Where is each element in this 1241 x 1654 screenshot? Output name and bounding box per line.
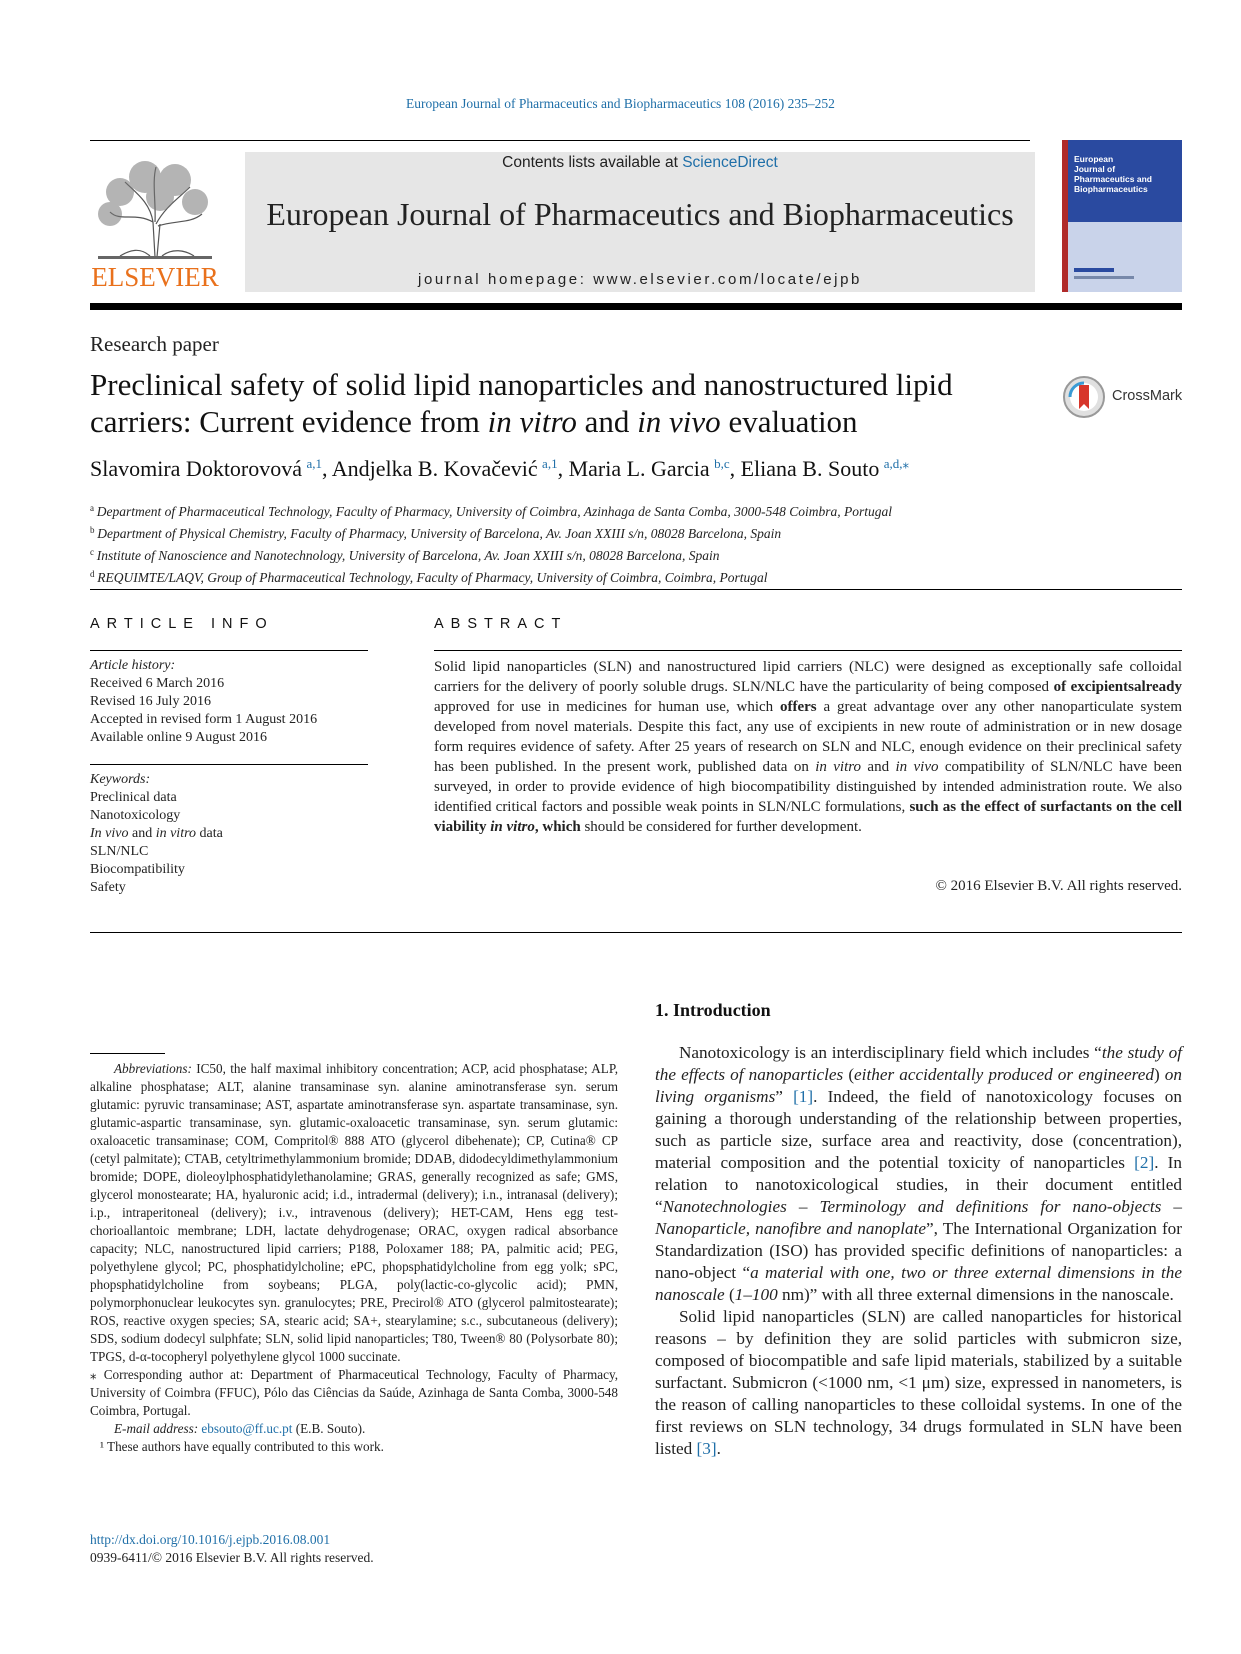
doi-link[interactable]: http://dx.doi.org/10.1016/j.ejpb.2016.08.001	[90, 1532, 331, 1547]
equal-contribution-footnote: ¹ These authors have equally contributed to this work.	[100, 1439, 384, 1454]
paper-type: Research paper	[90, 332, 219, 356]
author-affiliation-marker[interactable]: b,c	[714, 456, 730, 471]
keyword-item: Nanotoxicology	[90, 808, 181, 823]
crossmark-icon	[1062, 375, 1106, 419]
author-name[interactable]: Slavomira Doktorovová	[90, 456, 303, 481]
corresponding-author-footnote: ⁎ Corresponding author at: Department of Pharmaceutical Technology, Faculty of Pharmacy, University of Coimbra (FFUC), Pólo das Ciências da Saúde, Azinhaga de Santa Comba, 3000-548 Coimbra, Portugal.	[90, 1367, 618, 1418]
contents-line	[245, 154, 1035, 172]
introduction-heading: 1. Introduction	[655, 1000, 771, 1020]
paragraph: Nanotoxicology is an interdisciplinary field which includes “the study of the effects of nanoparticles (either accidentally produced or engineered) on living organisms” [1]. Indeed, the field of nanotoxicology focuses on gaining a thorough understanding of the relationship between properties, such as particle size, surface area and reactivity, dose (concentration), material composition and the potential toxicity of nanoparticles [2]. In relation to nanotoxicological studies, in their document entitled “Nanotechnologies – Terminology and definitions for nano-objects – Nanoparticle, nanofibre and nanoplate”, The International Organization for Standardization (ISO) has provided specific definitions of nanoparticles: a nano-object “a material with one, two or three external dimensions in the nanoscale (1–100 nm)” with all three external dimensions in the nanoscale.	[655, 1043, 1182, 1304]
citation-link[interactable]: [1]	[793, 1087, 814, 1106]
author-name[interactable]: Andjelka B. Kovačević	[331, 456, 538, 481]
abstract-text: Solid lipid nanoparticles (SLN) and nanostructured lipid carriers (NLC) were designed as exceptionally safe colloidal carriers for the delivery of poorly soluble drugs. SLN/NLC have the particularity of being composed of excipientsalready approved for use in medicines for human use, which offers a great advantage over any other nanoparticulate system developed from novel materials. Despite this fact, any use of excipients in new route of administration or in new dosage form requires evidence of safety. After 25 years of research on SLN and NLC, enough evidence on their preclinical safety has been published. In the present work, published data on in vitro and in vivo compatibility of SLN/NLC have been surveyed, in order to provide evidence of high biocompatibility distinguished by intended administration route. We also identified critical factors and possible weak points in SLN/NLC formulations, such as the effect of surfactants on the cell viability in vitro, which should be considered for further development.	[434, 659, 1183, 835]
history-item: Accepted in revised form 1 August 2016	[90, 712, 318, 727]
affiliation-item: $^c$ Institute of Nanoscience and Nanotechnology, University of Barcelona, Av. Joan XXIII s/n, 08028 Barcelona, Spain	[90, 547, 720, 563]
elsevier-logo-text: ELSEVIER	[91, 262, 219, 292]
author-affiliation-marker[interactable]: a,1	[306, 456, 322, 471]
abstract-heading: ABSTRACT	[434, 616, 568, 632]
affiliation-item: $^d$ REQUIMTE/LAQV, Group of Pharmaceutical Technology, Faculty of Pharmacy, University of Coimbra, Coimbra, Portugal	[90, 569, 768, 585]
affiliation-list	[90, 499, 892, 587]
abbreviations-footnote: Abbreviations: IC50, the half maximal inhibitory concentration; ACP, acid phosphatase; ALP, alkaline phosphatase; ALT, alanine transaminase syn. alanine aminotransferase syn. serum glutamic: pyruvic transaminase; AST, aspartate aminotransferase syn. aspartate transaminase, syn. glutamic-aspartic transaminase, syn. glutamic-oxaloacetic transaminase, syn. serum glutamic: oxaloacetic transaminase; COM, Compritol® 888 ATO (glycerol dibehenate); CP, Cutina® CP (cetyl palmitate); CTAB, cetyltrimethylammonium bromide; DDAB, didodecyldimethylammonium bromide; DOPE, dioleoylphosphatidylethanolamine; GRAS, generally recognized as safe; GMS, glycerol monostearate; HA, hyaluronic acid; i.d., intradermal (delivery); i.n., intranasal (delivery); i.p., intraperitoneal (delivery); i.v., intravenous (delivery); HET-CAM, Hens egg test-chorioallantoic membrane; LDH, lactate dehydrogenase; ORAC, oxygen radical absorbance capacity; NLC, nanostructured lipid carriers; P188, Poloxamer 188; PA, palmitic acid; PEG, polyethylene glycol; PC, phosphatidylcholine; ePC, phopsphatidylcholine from egg yolk; sPC, phopsphatidylcholine from soybeans; PLGA, poly(lactic-co-glycolic acid); PMN, polymorphonuclear leukocytes syn. granulocytes; PRE, Precirol® ATO (glycerol palmitostearate); ROS, reactive oxygen species; SA, stearic acid; SA+, stearylamine; s.c., subcutaneous (delivery); SDS, sodium dodecyl sulphfate; SLN, solid lipid nanoparticles; T80, Tween® 80 (Polysorbate 80); TPGS, d-α-tocopheryl polyethylene glycol 1000 succinate.	[90, 1061, 618, 1364]
copyright-notice: © 2016 Elsevier B.V. All rights reserved.	[935, 878, 1182, 894]
keyword-item: Preclinical data	[90, 790, 177, 805]
masthead-rule	[90, 303, 1182, 310]
crossmark-button[interactable]	[1062, 375, 1192, 419]
history-item: Received 6 March 2016	[90, 676, 225, 691]
contents-prefix: Contents lists available at	[502, 154, 683, 171]
paragraph: Solid lipid nanoparticles (SLN) are called nanoparticles for historical reasons – by definition they are solid particles with submicron size, composed of biocompatible and safe lipid materials, stabilized by a suitable surfactant. Submicron (<1000 nm, <1 μm) size, expressed in nanometers, is the reason of calling nanoparticles to these colloidal systems. In one of the first reviews on SLN technology, 34 drugs formulated in SLN have been listed [3].	[655, 1307, 1182, 1458]
paper-title: Preclinical safety of solid lipid nanoparticles and nanostructured lipid carriers: Current evidence from in vitro and in vivo evaluation	[90, 367, 953, 439]
keyword-item: In vivo and in vitro data	[90, 826, 223, 841]
affiliation-item: $^a$ Department of Pharmaceutical Technology, Faculty of Pharmacy, University of Coimbra, Azinhaga de Santa Comba, 3000-548 Coimbra, Portugal	[90, 503, 893, 519]
divider	[90, 650, 368, 651]
author-name[interactable]: Maria L. Garcia	[568, 456, 710, 481]
keywords	[90, 771, 368, 897]
citation-link[interactable]: [2]	[1134, 1153, 1155, 1172]
keywords-label: Keywords:	[90, 772, 151, 787]
issn-line: 0939-6411/© 2016 Elsevier B.V. All rights reserved.	[90, 1550, 374, 1565]
crossmark-label: CrossMark	[1112, 388, 1183, 404]
article-info-heading: ARTICLE INFO	[90, 616, 274, 632]
sciencedirect-link[interactable]: ScienceDirect	[682, 154, 778, 171]
email-footnote: E-mail address: ebsouto@ff.uc.pt (E.B. Souto).	[114, 1421, 366, 1436]
introduction-body	[655, 1042, 1182, 1460]
history-item: Revised 16 July 2016	[90, 694, 211, 709]
author-name[interactable]: Eliana B. Souto	[740, 456, 880, 481]
citation-link[interactable]: [3]	[696, 1439, 717, 1458]
author-affiliation-marker[interactable]: a,d,⁎	[883, 456, 910, 471]
divider	[90, 589, 1182, 590]
journal-title: European Journal of Pharmaceutics and Biopharmaceutics	[266, 196, 1014, 232]
journal-cover-thumbnail[interactable]	[1062, 140, 1182, 292]
history-label: Article history:	[90, 658, 176, 673]
history-item: Available online 9 August 2016	[90, 730, 268, 745]
journal-homepage-link[interactable]: journal homepage: www.elsevier.com/locate/ejpb	[418, 271, 862, 288]
author-affiliation-marker[interactable]: a,1	[542, 456, 558, 471]
footnote-rule	[90, 1053, 165, 1054]
elsevier-logo	[90, 152, 220, 292]
divider	[90, 932, 1182, 933]
svg-text:European Journal of Ph: European Journal of Pharmaceutics and Biopharmaceutics	[1074, 154, 1152, 194]
article-history	[90, 657, 368, 747]
divider	[90, 764, 368, 765]
journal-reference-link[interactable]: European Journal of Pharmaceutics and Biopharmaceutics 108 (2016) 235–252	[406, 96, 835, 111]
email-link[interactable]: ebsouto@ff.uc.pt	[201, 1421, 293, 1436]
top-rule	[90, 140, 1030, 141]
author-list: Slavomira Doktorovová $^{a,1}$, Andjelka B. Kovačević $^{a,1}$, Maria L. Garcia $^{b,c}$, Eliana B. Souto $^{a,d,⁎}$	[90, 456, 910, 481]
affiliation-item: $^b$ Department of Physical Chemistry, Faculty of Pharmacy, University of Barcelona, Av. Joan XXIII s/n, 08028 Barcelona, Spain	[90, 525, 782, 541]
keyword-item: SLN/NLC	[90, 844, 149, 859]
footnotes	[90, 1060, 618, 1456]
keyword-item: Biocompatibility	[90, 862, 185, 877]
divider	[434, 650, 1182, 651]
keyword-item: Safety	[90, 880, 126, 895]
